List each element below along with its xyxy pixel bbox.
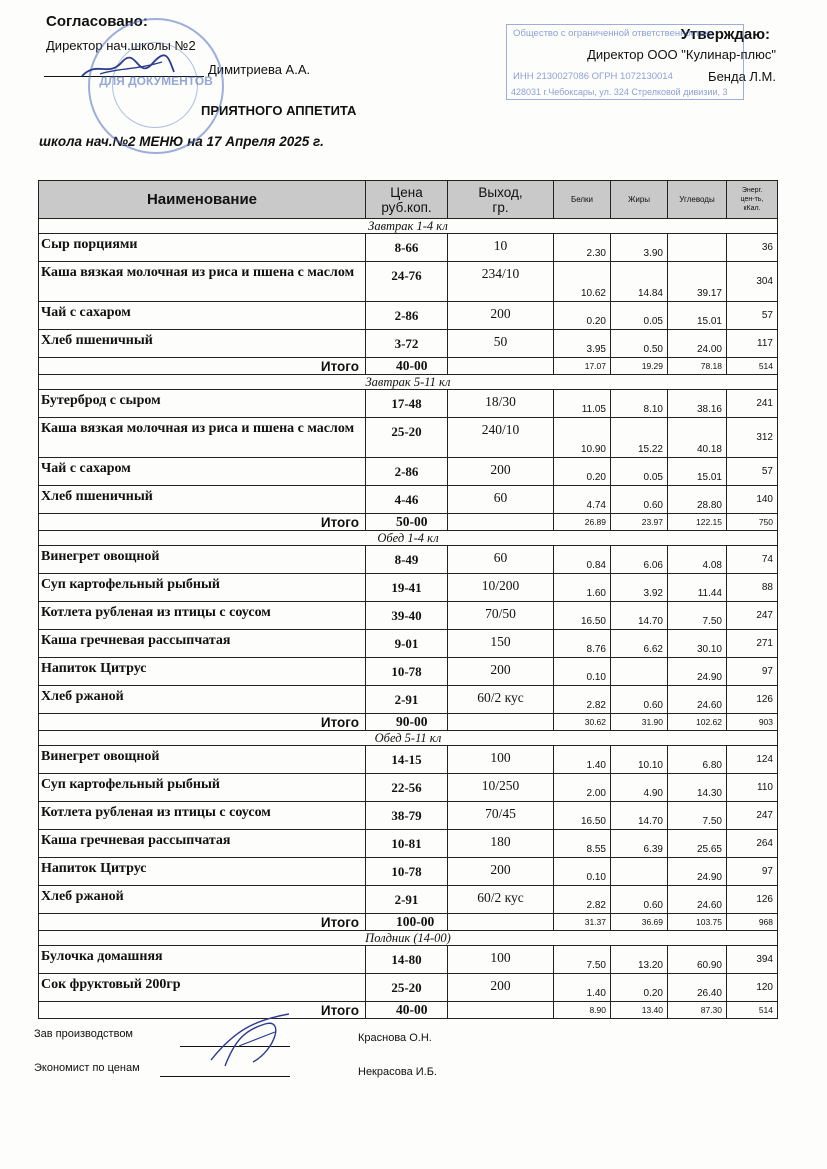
item-name: Винегрет овощной xyxy=(39,746,366,774)
item-kcal: 124 xyxy=(727,746,778,774)
item-price: 24-76 xyxy=(366,262,448,302)
item-carbs: 7.50 xyxy=(668,802,727,830)
total-price: 50-00 xyxy=(366,514,448,531)
item-kcal: 88 xyxy=(727,574,778,602)
total-output-empty xyxy=(448,1002,554,1019)
section-title: Обед 1-4 кл xyxy=(39,531,778,546)
total-protein: 26.89 xyxy=(554,514,611,531)
item-name: Хлеб ржаной xyxy=(39,686,366,714)
item-fat: 6.06 xyxy=(611,546,668,574)
round-stamp-text: ДЛЯ ДОКУМЕНТОВ xyxy=(99,74,213,88)
total-kcal: 750 xyxy=(727,514,778,531)
item-output: 200 xyxy=(448,302,554,330)
table-header-row xyxy=(39,181,778,219)
company-stamp xyxy=(506,24,744,100)
item-kcal: 241 xyxy=(727,390,778,418)
total-output-empty xyxy=(448,914,554,931)
item-output: 200 xyxy=(448,458,554,486)
item-kcal: 312 xyxy=(727,418,778,458)
item-output: 70/50 xyxy=(448,602,554,630)
item-price: 14-80 xyxy=(366,946,448,974)
item-protein: 16.50 xyxy=(554,802,611,830)
item-kcal: 140 xyxy=(727,486,778,514)
item-protein: 2.30 xyxy=(554,234,611,262)
total-kcal: 514 xyxy=(727,358,778,375)
item-carbs: 6.80 xyxy=(668,746,727,774)
item-output: 60 xyxy=(448,546,554,574)
item-carbs: 26.40 xyxy=(668,974,727,1002)
item-carbs: 15.01 xyxy=(668,302,727,330)
item-fat: 0.50 xyxy=(611,330,668,358)
section-row xyxy=(39,531,778,546)
table-row xyxy=(39,630,778,658)
item-kcal: 57 xyxy=(727,302,778,330)
item-name: Хлеб пшеничный xyxy=(39,330,366,358)
item-price: 4-46 xyxy=(366,486,448,514)
director-signature xyxy=(78,50,178,84)
item-price: 19-41 xyxy=(366,574,448,602)
item-carbs: 39.17 xyxy=(668,262,727,302)
item-kcal: 97 xyxy=(727,658,778,686)
item-output: 10 xyxy=(448,234,554,262)
footer-signature-line-2 xyxy=(160,1076,290,1077)
item-price: 25-20 xyxy=(366,974,448,1002)
total-kcal: 968 xyxy=(727,914,778,931)
item-price: 39-40 xyxy=(366,602,448,630)
item-output: 200 xyxy=(448,974,554,1002)
item-protein: 0.10 xyxy=(554,858,611,886)
item-fat xyxy=(611,658,668,686)
total-label: Итого xyxy=(39,358,366,375)
section-row xyxy=(39,931,778,946)
item-carbs: 25.65 xyxy=(668,830,727,858)
item-protein: 8.55 xyxy=(554,830,611,858)
item-name: Котлета рубленая из птицы с соусом xyxy=(39,802,366,830)
item-output: 150 xyxy=(448,630,554,658)
item-price: 25-20 xyxy=(366,418,448,458)
item-protein: 1.60 xyxy=(554,574,611,602)
item-price: 22-56 xyxy=(366,774,448,802)
item-fat xyxy=(611,858,668,886)
item-fat: 14.70 xyxy=(611,602,668,630)
item-protein: 4.74 xyxy=(554,486,611,514)
item-carbs: 40.18 xyxy=(668,418,727,458)
item-carbs: 24.90 xyxy=(668,858,727,886)
item-protein: 0.84 xyxy=(554,546,611,574)
item-output: 60/2 кус xyxy=(448,886,554,914)
item-kcal: 57 xyxy=(727,458,778,486)
total-fat: 13.40 xyxy=(611,1002,668,1019)
item-carbs: 60.90 xyxy=(668,946,727,974)
col-output-line2: гр. xyxy=(492,199,509,215)
item-carbs: 4.08 xyxy=(668,546,727,574)
table-row xyxy=(39,858,778,886)
item-protein: 1.40 xyxy=(554,746,611,774)
section-title: Завтрак 5-11 кл xyxy=(39,375,778,390)
item-protein: 10.62 xyxy=(554,262,611,302)
item-price: 2-91 xyxy=(366,686,448,714)
table-row xyxy=(39,486,778,514)
item-name: Сыр порциями xyxy=(39,234,366,262)
item-name: Хлеб ржаной xyxy=(39,886,366,914)
item-fat: 0.60 xyxy=(611,686,668,714)
item-output: 60/2 кус xyxy=(448,686,554,714)
item-name: Напиток Цитрус xyxy=(39,858,366,886)
total-price: 90-00 xyxy=(366,714,448,731)
section-title: Завтрак 1-4 кл xyxy=(39,219,778,234)
footer-role-1: Зав производством xyxy=(34,1028,133,1040)
item-name: Котлета рубленая из птицы с соусом xyxy=(39,602,366,630)
item-name: Каша вязкая молочная из риса и пшена с маслом xyxy=(39,262,366,302)
item-protein: 1.40 xyxy=(554,974,611,1002)
item-carbs xyxy=(668,234,727,262)
total-fat: 31.90 xyxy=(611,714,668,731)
total-output-empty xyxy=(448,358,554,375)
item-kcal: 117 xyxy=(727,330,778,358)
item-price: 10-78 xyxy=(366,858,448,886)
total-row xyxy=(39,1002,778,1019)
item-fat: 3.92 xyxy=(611,574,668,602)
item-kcal: 247 xyxy=(727,802,778,830)
company-stamp-line2: ИНН 2130027086 ОГРН 1072130014 xyxy=(513,71,673,82)
item-fat: 4.90 xyxy=(611,774,668,802)
item-output: 10/250 xyxy=(448,774,554,802)
item-fat: 0.05 xyxy=(611,458,668,486)
item-price: 2-86 xyxy=(366,302,448,330)
table-row xyxy=(39,830,778,858)
item-fat: 0.60 xyxy=(611,486,668,514)
total-carbs: 78.18 xyxy=(668,358,727,375)
total-carbs: 102.62 xyxy=(668,714,727,731)
total-label: Итого xyxy=(39,714,366,731)
total-fat: 19.29 xyxy=(611,358,668,375)
item-kcal: 271 xyxy=(727,630,778,658)
item-name: Булочка домашняя xyxy=(39,946,366,974)
item-protein: 10.90 xyxy=(554,418,611,458)
item-kcal: 264 xyxy=(727,830,778,858)
total-fat: 36.69 xyxy=(611,914,668,931)
total-label: Итого xyxy=(39,514,366,531)
item-kcal: 36 xyxy=(727,234,778,262)
item-carbs: 28.80 xyxy=(668,486,727,514)
col-fat-header: Жиры xyxy=(611,181,668,219)
col-carbs-header: Углеводы xyxy=(668,181,727,219)
total-row xyxy=(39,358,778,375)
menu-table xyxy=(38,180,778,1019)
item-kcal: 120 xyxy=(727,974,778,1002)
approve-name: Бенда Л.М. xyxy=(708,69,776,84)
item-carbs: 14.30 xyxy=(668,774,727,802)
total-kcal: 514 xyxy=(727,1002,778,1019)
item-price: 2-91 xyxy=(366,886,448,914)
item-protein: 2.82 xyxy=(554,886,611,914)
table-row xyxy=(39,418,778,458)
total-price: 100-00 xyxy=(366,914,448,931)
item-carbs: 11.44 xyxy=(668,574,727,602)
item-output: 100 xyxy=(448,946,554,974)
item-output: 234/10 xyxy=(448,262,554,302)
section-title: Обед 5-11 кл xyxy=(39,731,778,746)
item-kcal: 97 xyxy=(727,858,778,886)
company-stamp-line1: Общество с ограниченной ответственностью xyxy=(513,28,712,39)
table-row xyxy=(39,974,778,1002)
item-kcal: 247 xyxy=(727,602,778,630)
col-output-line1: Выход, xyxy=(478,184,523,200)
item-kcal: 126 xyxy=(727,886,778,914)
table-row xyxy=(39,234,778,262)
col-name-header: Наименование xyxy=(39,181,366,219)
total-carbs: 87.30 xyxy=(668,1002,727,1019)
wish-heading: ПРИЯТНОГО АППЕТИТА xyxy=(201,103,357,118)
item-name: Винегрет овощной xyxy=(39,546,366,574)
table-row xyxy=(39,746,778,774)
item-price: 8-49 xyxy=(366,546,448,574)
total-protein: 31.37 xyxy=(554,914,611,931)
section-row xyxy=(39,219,778,234)
section-row xyxy=(39,731,778,746)
item-price: 14-15 xyxy=(366,746,448,774)
item-name: Чай с сахаром xyxy=(39,458,366,486)
item-name: Суп картофельный рыбный xyxy=(39,574,366,602)
item-output: 60 xyxy=(448,486,554,514)
total-row xyxy=(39,914,778,931)
total-row xyxy=(39,714,778,731)
total-output-empty xyxy=(448,514,554,531)
item-carbs: 7.50 xyxy=(668,602,727,630)
item-price: 38-79 xyxy=(366,802,448,830)
total-fat: 23.97 xyxy=(611,514,668,531)
item-output: 10/200 xyxy=(448,574,554,602)
company-stamp-line3: 428031 г.Чебоксары, ул. 324 Стрелковой дивизии, 3 xyxy=(511,87,728,97)
footer-signature xyxy=(205,1010,295,1070)
total-kcal: 903 xyxy=(727,714,778,731)
total-output-empty xyxy=(448,714,554,731)
total-price: 40-00 xyxy=(366,1002,448,1019)
item-fat: 0.60 xyxy=(611,886,668,914)
table-row xyxy=(39,602,778,630)
table-row xyxy=(39,946,778,974)
item-fat: 15.22 xyxy=(611,418,668,458)
agreed-position: Директор нач.школы №2 xyxy=(46,38,196,53)
col-price-line1: Цена xyxy=(390,184,423,200)
total-price: 40-00 xyxy=(366,358,448,375)
menu-title: школа нач.№2 МЕНЮ на 17 Апреля 2025 г. xyxy=(39,134,324,149)
item-name: Напиток Цитрус xyxy=(39,658,366,686)
item-name: Хлеб пшеничный xyxy=(39,486,366,514)
item-output: 200 xyxy=(448,858,554,886)
section-row xyxy=(39,375,778,390)
item-price: 10-81 xyxy=(366,830,448,858)
item-carbs: 15.01 xyxy=(668,458,727,486)
item-fat: 3.90 xyxy=(611,234,668,262)
item-carbs: 24.00 xyxy=(668,330,727,358)
total-protein: 17.07 xyxy=(554,358,611,375)
item-kcal: 304 xyxy=(727,262,778,302)
item-output: 70/45 xyxy=(448,802,554,830)
section-title: Полдник (14-00) xyxy=(39,931,778,946)
approve-title: Утверждаю: xyxy=(680,26,770,43)
item-protein: 8.76 xyxy=(554,630,611,658)
item-protein: 7.50 xyxy=(554,946,611,974)
item-kcal: 126 xyxy=(727,686,778,714)
total-label: Итого xyxy=(39,914,366,931)
item-output: 240/10 xyxy=(448,418,554,458)
item-protein: 2.82 xyxy=(554,686,611,714)
item-output: 200 xyxy=(448,658,554,686)
item-carbs: 24.60 xyxy=(668,686,727,714)
col-price-line2: руб.коп. xyxy=(381,199,432,215)
table-row xyxy=(39,886,778,914)
item-price: 10-78 xyxy=(366,658,448,686)
item-output: 100 xyxy=(448,746,554,774)
agreed-title: Согласовано: xyxy=(46,13,148,30)
item-fat: 10.10 xyxy=(611,746,668,774)
col-energy-line1: Энерг. xyxy=(741,187,763,194)
item-kcal: 74 xyxy=(727,546,778,574)
col-price-header xyxy=(366,181,448,219)
col-energy-header xyxy=(727,181,778,219)
item-protein: 0.20 xyxy=(554,458,611,486)
approve-position: Директор ООО "Кулинар-плюс" xyxy=(587,47,776,62)
item-fat: 6.39 xyxy=(611,830,668,858)
table-row xyxy=(39,390,778,418)
item-carbs: 38.16 xyxy=(668,390,727,418)
item-protein: 0.20 xyxy=(554,302,611,330)
total-label: Итого xyxy=(39,1002,366,1019)
item-fat: 13.20 xyxy=(611,946,668,974)
item-price: 3-72 xyxy=(366,330,448,358)
item-carbs: 24.90 xyxy=(668,658,727,686)
item-name: Суп картофельный рыбный xyxy=(39,774,366,802)
item-kcal: 394 xyxy=(727,946,778,974)
item-price: 9-01 xyxy=(366,630,448,658)
item-name: Чай с сахаром xyxy=(39,302,366,330)
item-protein: 11.05 xyxy=(554,390,611,418)
item-carbs: 24.60 xyxy=(668,886,727,914)
table-row xyxy=(39,774,778,802)
table-row xyxy=(39,658,778,686)
item-fat: 8.10 xyxy=(611,390,668,418)
col-output-header xyxy=(448,181,554,219)
item-protein: 3.95 xyxy=(554,330,611,358)
agreed-name: Димитриева А.А. xyxy=(208,62,311,77)
item-name: Сок фруктовый 200гр xyxy=(39,974,366,1002)
footer-role-2: Экономист по ценам xyxy=(34,1062,140,1074)
item-fat: 14.70 xyxy=(611,802,668,830)
item-price: 8-66 xyxy=(366,234,448,262)
table-row xyxy=(39,546,778,574)
item-name: Каша гречневая рассыпчатая xyxy=(39,830,366,858)
item-fat: 6.62 xyxy=(611,630,668,658)
total-carbs: 103.75 xyxy=(668,914,727,931)
item-kcal: 110 xyxy=(727,774,778,802)
total-row xyxy=(39,514,778,531)
table-row xyxy=(39,574,778,602)
total-protein: 8.90 xyxy=(554,1002,611,1019)
footer-name-2: Некрасова И.Б. xyxy=(358,1066,437,1078)
item-fat: 0.05 xyxy=(611,302,668,330)
item-protein: 0.10 xyxy=(554,658,611,686)
item-protein: 2.00 xyxy=(554,774,611,802)
footer-name-1: Краснова О.Н. xyxy=(358,1032,432,1044)
item-fat: 0.20 xyxy=(611,974,668,1002)
table-row xyxy=(39,458,778,486)
item-protein: 16.50 xyxy=(554,602,611,630)
item-name: Бутерброд с сыром xyxy=(39,390,366,418)
item-output: 180 xyxy=(448,830,554,858)
item-output: 18/30 xyxy=(448,390,554,418)
item-output: 50 xyxy=(448,330,554,358)
table-row xyxy=(39,262,778,302)
item-name: Каша вязкая молочная из риса и пшена с маслом xyxy=(39,418,366,458)
item-carbs: 30.10 xyxy=(668,630,727,658)
total-carbs: 122.15 xyxy=(668,514,727,531)
item-fat: 14.84 xyxy=(611,262,668,302)
table-row xyxy=(39,686,778,714)
col-protein-header: Белки xyxy=(554,181,611,219)
table-row xyxy=(39,802,778,830)
table-row xyxy=(39,302,778,330)
item-price: 2-86 xyxy=(366,458,448,486)
total-protein: 30.62 xyxy=(554,714,611,731)
item-price: 17-48 xyxy=(366,390,448,418)
table-row xyxy=(39,330,778,358)
col-energy-line3: кКал. xyxy=(743,205,761,212)
col-energy-line2: цен-ть, xyxy=(740,196,764,203)
round-stamp xyxy=(88,18,224,154)
item-name: Каша гречневая рассыпчатая xyxy=(39,630,366,658)
